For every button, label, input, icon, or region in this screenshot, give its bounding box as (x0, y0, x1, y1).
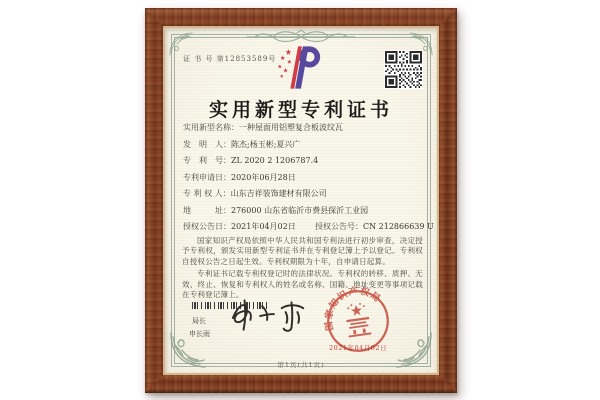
field-value: ZL 2020 2 1206787.4 (231, 156, 319, 165)
field-row-grant (183, 219, 434, 236)
field-row-name (183, 120, 425, 137)
field-label: 专 利 权 人： (183, 189, 231, 198)
frame-side-right (437, 8, 457, 393)
field-row-patentee (183, 186, 425, 203)
grant-date-pair (183, 222, 296, 231)
certificate-title: 实用新型专利证书 (208, 99, 393, 121)
field-label: 地 址： (183, 205, 231, 215)
frame-side-top (145, 8, 457, 28)
certificate-number: 证 书 号 第12853589号 (183, 55, 277, 63)
field-row-patent-no (183, 153, 425, 170)
official-seal-icon (318, 281, 397, 360)
field-row-filing-date (183, 170, 425, 187)
field-value: 2020年06月28日 (231, 172, 296, 182)
field-list (183, 120, 434, 236)
patent-logo-icon (275, 44, 323, 91)
frame-side-bottom (145, 373, 457, 393)
legal-paragraph: 专利证书记载专利权登记时的法律状况。专利权的转移、质押、无效、终止、恢复和专利权人的姓名或名称、国籍、地址变更等事项记载在专利登记簿上。 (182, 269, 423, 300)
field-value: 陈杰;杨玉彬;夏兴广 (231, 139, 301, 149)
picture-frame (145, 8, 457, 393)
qr-code (384, 50, 423, 89)
frame-side-left (145, 8, 165, 393)
field-value: 山东吉祥装饰建材有限公司 (230, 189, 327, 198)
legal-paragraph: 国家知识产权局依照中华人民共和国专利法进行初步审查，决定授予专利权，颁发实用新型专利证书并在专利登记簿上予以登记。专利权自授权公告之日起生效。专利权期限为十年，自申请日起算。 (182, 236, 423, 266)
grant-no-pair (315, 219, 434, 236)
seal-date: 2021年04月02日 (328, 344, 388, 352)
signature-icon (225, 295, 313, 337)
top-flourish-icon (245, 29, 357, 44)
signer-name: 申长雨 (189, 330, 210, 338)
certificate-paper (165, 28, 437, 373)
field-value: 一种屋面用铝塑复合板波纹瓦 (239, 123, 343, 132)
seal-text: 国家知识产权局 (323, 285, 384, 332)
field-row-address (183, 203, 425, 220)
field-label: 专利申请日： (183, 172, 231, 182)
field-label: 发 明 人： (183, 139, 231, 149)
field-label: 专 利 号： (183, 156, 231, 165)
field-row-inventors (183, 137, 425, 154)
grant-no-label: 授权公告号： (315, 222, 363, 231)
grant-date-label: 授权公告日： (183, 222, 231, 231)
page-footer: 第1页(共1页) (277, 361, 325, 369)
field-label: 实用新型名称： (183, 123, 239, 132)
grant-date-value: 2021年04月02日 (231, 222, 296, 231)
grant-no-value: CN 212866639 U (363, 222, 434, 231)
field-value: 276000 山东省临沂市费县探沂工业园 (231, 205, 369, 215)
signer-title: 局长 (192, 317, 206, 325)
